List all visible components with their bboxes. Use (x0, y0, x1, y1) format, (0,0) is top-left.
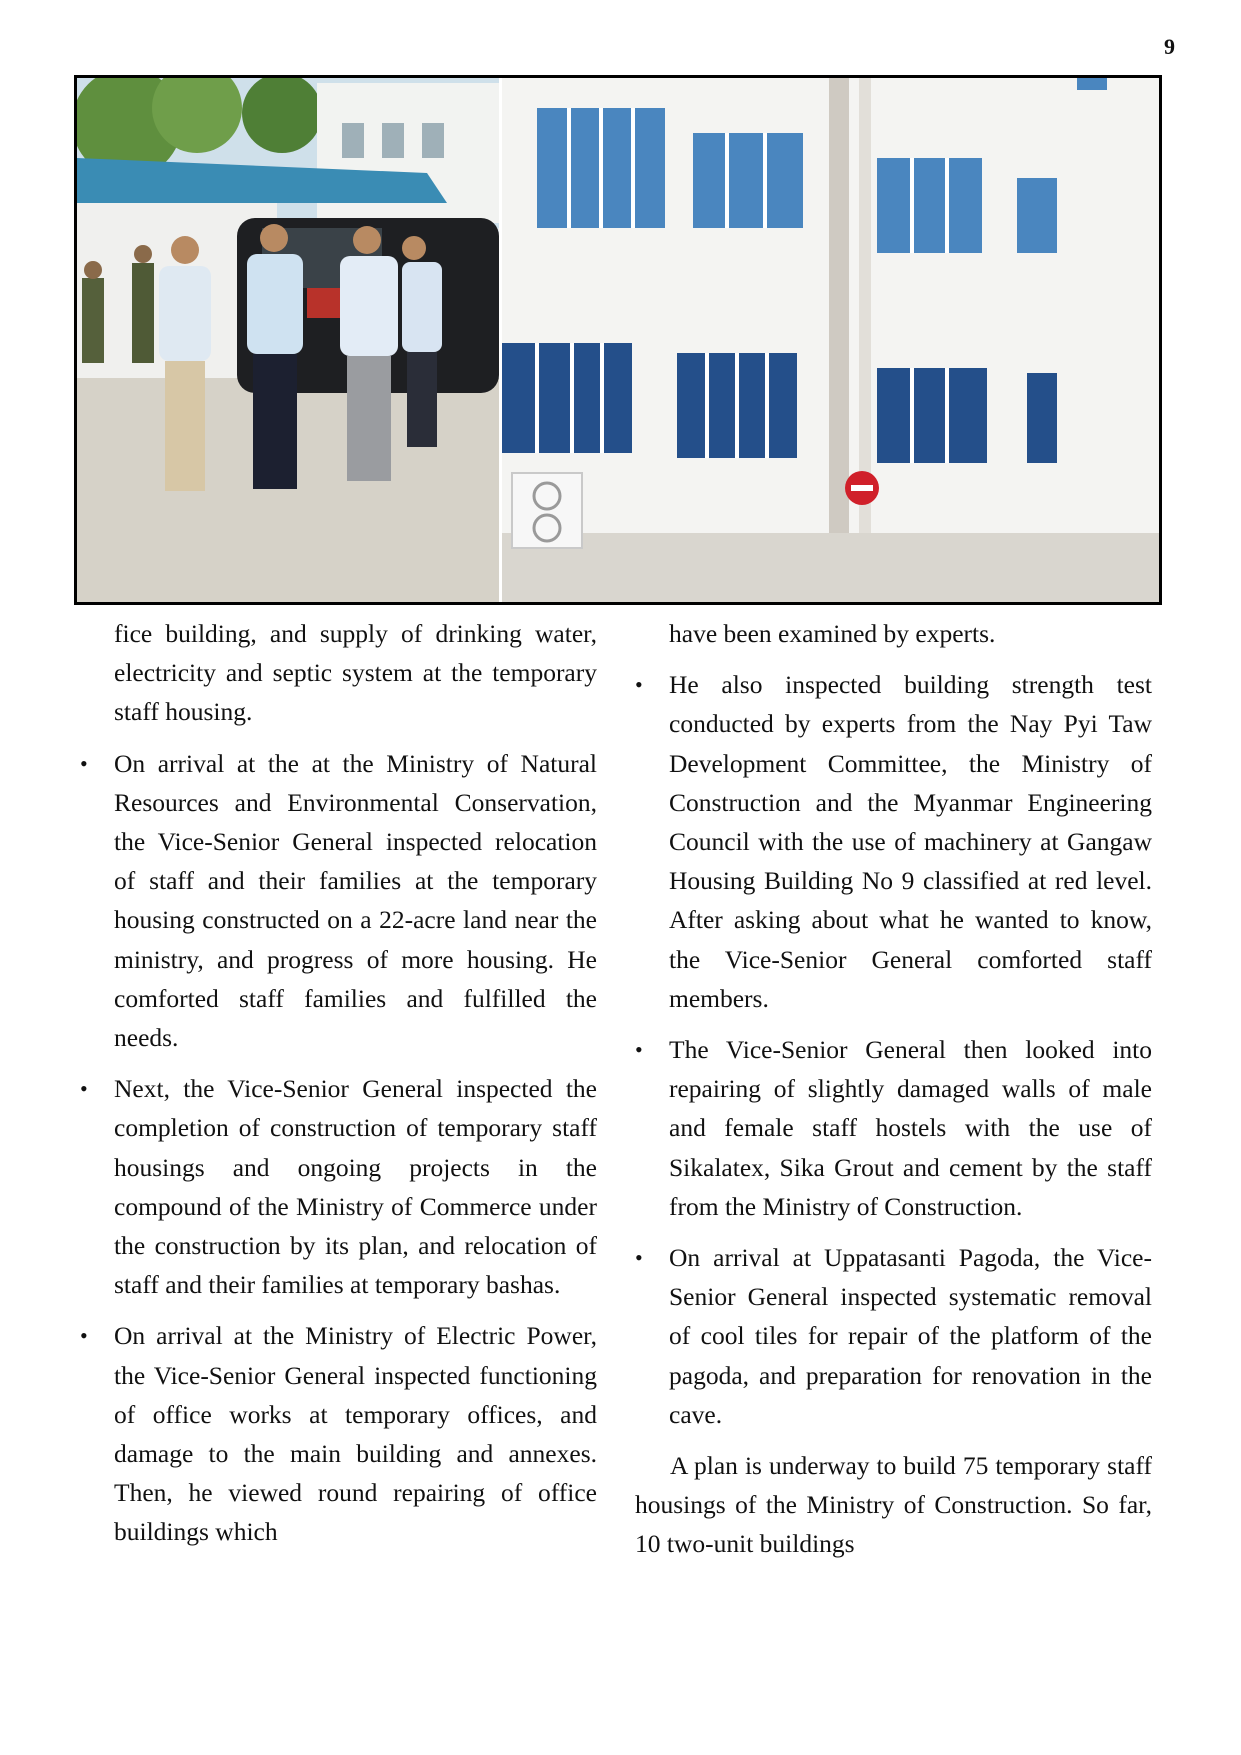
left-continuation: fice building, and supply of drinking water, electricity and septic system at the temporary staff housing. (114, 619, 597, 727)
right-continuation: have been examined by experts. (669, 619, 996, 648)
closing-paragraph: A plan is underway to build 75 temporary staff housings of the Ministry of Construction. So far, 10 two-unit buildings (635, 1451, 1152, 1559)
left-bullet-list (80, 744, 597, 1552)
list-item: • The Vice-Senior General then looked into repairing of slightly damaged walls of male and female staff hostels with the use of Sikalatex, Sika Grout and cement by the staff from the Ministry of Construction. (635, 1030, 1152, 1226)
left-column (80, 614, 597, 1552)
list-item: • On arrival at Uppatasanti Pagoda, the Vice-Senior General inspected systematic removal of cool tiles for repair of the platform of the pagoda, and preparation for renovation in the cave. (635, 1238, 1152, 1434)
page-number: 9 (1164, 34, 1175, 59)
news-photo (74, 75, 1162, 605)
list-item: • Next, the Vice-Senior General inspected the completion of construction of temporary staff housings and ongoing projects in the compound of the Ministry of Commerce under the construction by its plan, and relocation of staff and their families at temporary bashas. (80, 1069, 597, 1304)
list-item: • On arrival at the Ministry of Electric Power, the Vice-Senior General inspected functioning of office works at temporary offices, and damage to the main building and annexes. Then, he viewed round repairing of office buildings which (80, 1316, 597, 1551)
right-column (635, 614, 1152, 1564)
right-bullet-list (635, 665, 1152, 1434)
list-item: • On arrival at the at the Ministry of Natural Resources and Environmental Conservation, the Vice-Senior General inspected relocation of staff and their families at the temporary housing constructed on a 22-acre land near the ministry, and progress of more housing. He comforted staff families and fulfilled the needs. (80, 744, 597, 1058)
list-item: • He also inspected building strength test conducted by experts from the Nay Pyi Taw Development Committee, the Ministry of Construction and the Myanmar Engineering Council with the use of machinery at Gangaw Housing Building No 9 classified at red level. After asking about what he wanted to know, the Vice-Senior General comforted staff members. (635, 665, 1152, 1018)
